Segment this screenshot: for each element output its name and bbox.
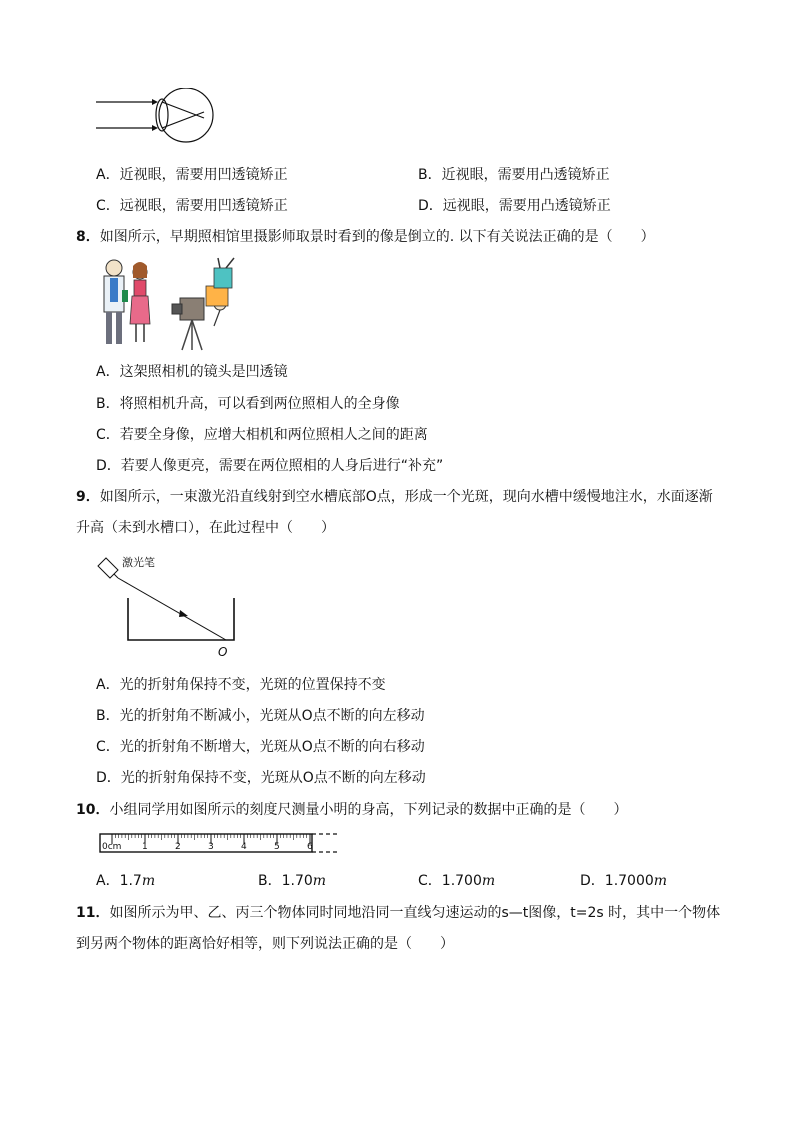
q7-option-a[interactable]: A．近视眼，需要用凹透镜矫正: [96, 167, 288, 183]
q10-option-b-unit: m: [312, 873, 327, 889]
q10-option-c-value: 1.700: [441, 873, 482, 889]
q8-option-c[interactable]: C．若要全身像，应增大相机和两位照相人之间的距离: [96, 427, 428, 443]
woman-figure: [130, 262, 150, 342]
ruler-label: 2: [175, 842, 181, 852]
laser-tank-figure: [94, 552, 254, 662]
q9-option-b[interactable]: B．光的折射角不断减小，光斑从O点不断的向左移动: [96, 708, 425, 724]
q9-question-line1: [76, 487, 713, 507]
ruler-figure: [96, 830, 346, 858]
eye-diagram-figure: [90, 88, 220, 146]
q10-option-d[interactable]: [580, 871, 667, 891]
q10-option-b-prefix: B．: [258, 873, 282, 889]
ruler-label: 4: [241, 842, 247, 852]
water-tank: [128, 598, 234, 640]
laser-beam-arrow: [179, 610, 188, 617]
q9-stem-line2: 升高（未到水槽口），在此过程中（ ）: [76, 520, 335, 536]
q11-stem-line2: 到另两个物体的距离恰好相等，则下列说法正确的是（ ）: [76, 936, 454, 952]
man-figure: [104, 260, 128, 344]
q8-option-d[interactable]: D．若要人像更亮，需要在两位照相的人身后进行“补充”: [96, 458, 444, 474]
q11-stem-line1: 如图所示为甲、乙、丙三个物体同时同地沿同一直线匀速运动的s—t图像，t=2s 时，其中一个物体: [109, 905, 721, 921]
q10-option-c[interactable]: [418, 871, 495, 891]
q10-stem: 小组同学用如图所示的刻度尺测量小明的身高，下列记录的数据中正确的是（ ）: [109, 802, 628, 818]
q8-option-b[interactable]: B．将照相机升高，可以看到两位照相人的全身像: [96, 396, 400, 412]
ruler-label: 5: [274, 842, 280, 852]
laser-beam: [118, 578, 226, 640]
q10-option-d-unit: m: [653, 873, 668, 889]
q8-question: [76, 227, 655, 247]
q9-option-c[interactable]: C．光的折射角不断增大，光斑从O点不断的向右移动: [96, 739, 425, 755]
ruler-label: 6: [307, 842, 313, 852]
q11-number: 11．: [76, 905, 110, 921]
camera-scene-figure: [96, 256, 246, 352]
q10-option-a-prefix: A．: [96, 873, 120, 889]
point-o-label: O: [218, 645, 228, 659]
q10-option-c-unit: m: [481, 873, 496, 889]
eyeball-circle: [159, 88, 213, 142]
q11-question-line1: [76, 903, 720, 923]
q10-option-c-prefix: C．: [418, 873, 442, 889]
q9-stem-line1: 如图所示，一束激光沿直线射到空水槽底部O点，形成一个光斑，现向水槽中缓慢地注水，水面逐渐: [99, 489, 713, 505]
ruler-label: 3: [208, 842, 214, 852]
q8-number: 8．: [76, 229, 100, 245]
q8-option-a[interactable]: A．这架照相机的镜头是凹透镜: [96, 364, 288, 380]
q8-stem: 如图所示，早期照相馆里摄影师取景时看到的像是倒立的. 以下有关说法正确的是（ ）: [99, 229, 655, 245]
q10-option-d-value: 1.7000: [604, 873, 654, 889]
q9-option-d[interactable]: D．光的折射角保持不变，光斑从O点不断的向左移动: [96, 770, 426, 786]
laser-pen-label: 激光笔: [122, 556, 155, 569]
q10-option-b-value: 1.70: [281, 873, 313, 889]
ruler-label: 1: [142, 842, 148, 852]
q10-question: [76, 800, 627, 820]
camera-figure: [172, 298, 204, 350]
q10-option-a[interactable]: [96, 871, 155, 891]
laser-pen-icon: [98, 558, 118, 578]
q7-option-d[interactable]: D．远视眼，需要用凸透镜矫正: [418, 198, 611, 214]
q10-option-a-value: 1.7: [119, 873, 142, 889]
q9-number: 9．: [76, 489, 100, 505]
q9-option-a[interactable]: A．光的折射角保持不变，光斑的位置保持不变: [96, 677, 386, 693]
q10-number: 10．: [76, 802, 110, 818]
q10-option-d-prefix: D．: [580, 873, 605, 889]
q10-option-b[interactable]: [258, 871, 326, 891]
photographer-figure: [206, 258, 234, 326]
q7-option-b[interactable]: B．近视眼，需要用凸透镜矫正: [418, 167, 610, 183]
q7-option-c[interactable]: C．远视眼，需要用凹透镜矫正: [96, 198, 288, 214]
q10-option-a-unit: m: [141, 873, 156, 889]
ruler-label: 0cm: [102, 842, 122, 852]
